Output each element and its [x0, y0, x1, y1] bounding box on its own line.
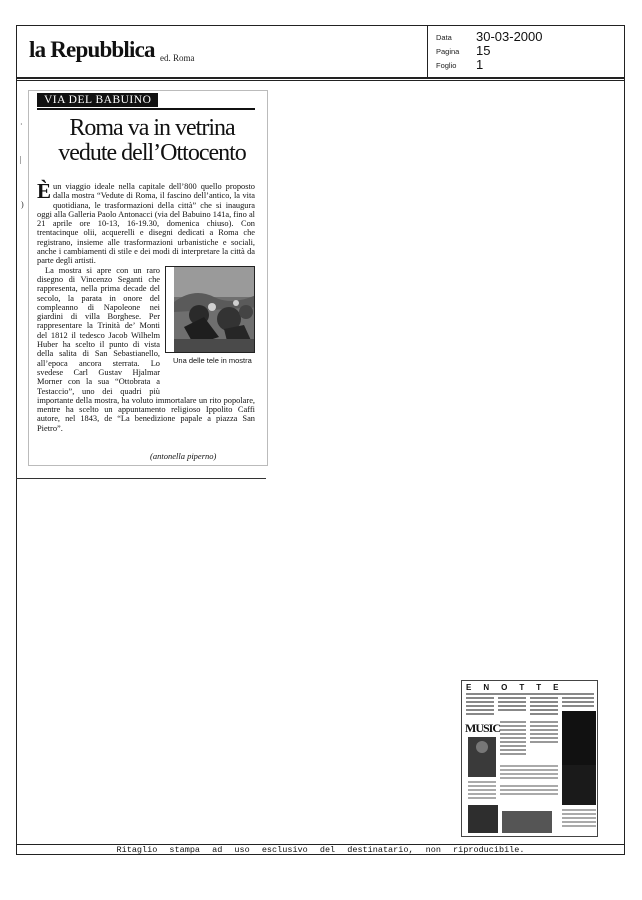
header-rule-thin	[16, 80, 625, 81]
scan-mark: |	[20, 155, 22, 164]
painting-photo	[165, 266, 255, 353]
edition-label: ed. Roma	[160, 53, 195, 63]
painting-image	[174, 267, 255, 352]
scan-mark: ·	[20, 120, 23, 129]
scan-mark: )	[21, 200, 24, 209]
page-value: 15	[476, 43, 491, 58]
thumbnail-layout	[462, 681, 598, 837]
page-label: Pagina	[436, 47, 460, 56]
thumbnail-title: ENOTTE	[466, 683, 571, 692]
header-divider	[427, 25, 428, 78]
footer-disclaimer: Ritaglio stampa ad uso esclusivo del destinatario, non riproducibile.	[116, 845, 525, 855]
paragraph-2-text: La mostra si apre con un raro disegno di Vincenzo Seganti che rappresenta, nella prima decade del secolo, la parata in onore del compleanno di Napoleone nei giardini di villa Borghese. Per rappresentare la Trinità de’ Monti del 1812 il tedesco Jacob Wilhelm Huber ha scelto il punto di vista della salita di San Sebastianello, all’epoca ancora sterrata. Lo svedese Carl Gustav Hjalmar Morner con la sua “Ottobrata a Testaccio”, uno dei quadri più importante della mostra, ha voluto immortalare un rito popolare, mentre ha scelto un appuntamento religioso Ippolito Caffi autore, nel 1843, de “La benedizione papale a piazza San Pietro”.	[37, 265, 255, 433]
page-thumbnail	[461, 680, 598, 837]
newspaper-masthead: la Repubblica	[29, 37, 155, 62]
paragraph-2	[37, 266, 255, 433]
paragraph-1	[37, 179, 255, 266]
headline-line-2: vedute dell’Ottocento	[58, 140, 246, 166]
article-body	[37, 179, 255, 433]
sheet-value: 1	[476, 57, 484, 72]
rubric-rule	[37, 108, 255, 110]
sheet-label: Foglio	[436, 61, 457, 70]
photo-caption: Una delle tele in mostra	[173, 355, 252, 365]
paragraph-1-text: un viaggio ideale nella capitale dell’800 quello proposto dalla mostra “Vedute di Roma, il fascino dell’antico, la vita quotidiana, le trasformazioni della città” che si inaugura oggi alla Galleria Paolo Antonacci (via del Babuino 141a, fino al 21 aprile ore 10-13, 16-19.30, domenica chiuso). Con trentacinque olii, acquerelli e disegni dedicati a Roma che registrano, insieme alle trasformazioni urbanistiche e sociali, anche i cambiamenti di stile e dei modi di interpretare la città da parte degli artisti.	[37, 182, 255, 266]
headline-line-1: Roma va in vetrina	[69, 115, 235, 141]
section-rubric: VIA DEL BABUINO	[37, 93, 158, 107]
thumbnail-music-label: MUSIC	[465, 721, 501, 735]
clipping-base-rule	[16, 478, 266, 479]
author-signature: (antonella piperno)	[150, 451, 217, 461]
date-label: Data	[436, 33, 452, 42]
article-headline	[38, 116, 266, 166]
drop-cap: È	[37, 179, 52, 203]
photo-block	[165, 266, 255, 386]
header-rule	[16, 77, 625, 79]
date-value: 30-03-2000	[476, 29, 543, 44]
